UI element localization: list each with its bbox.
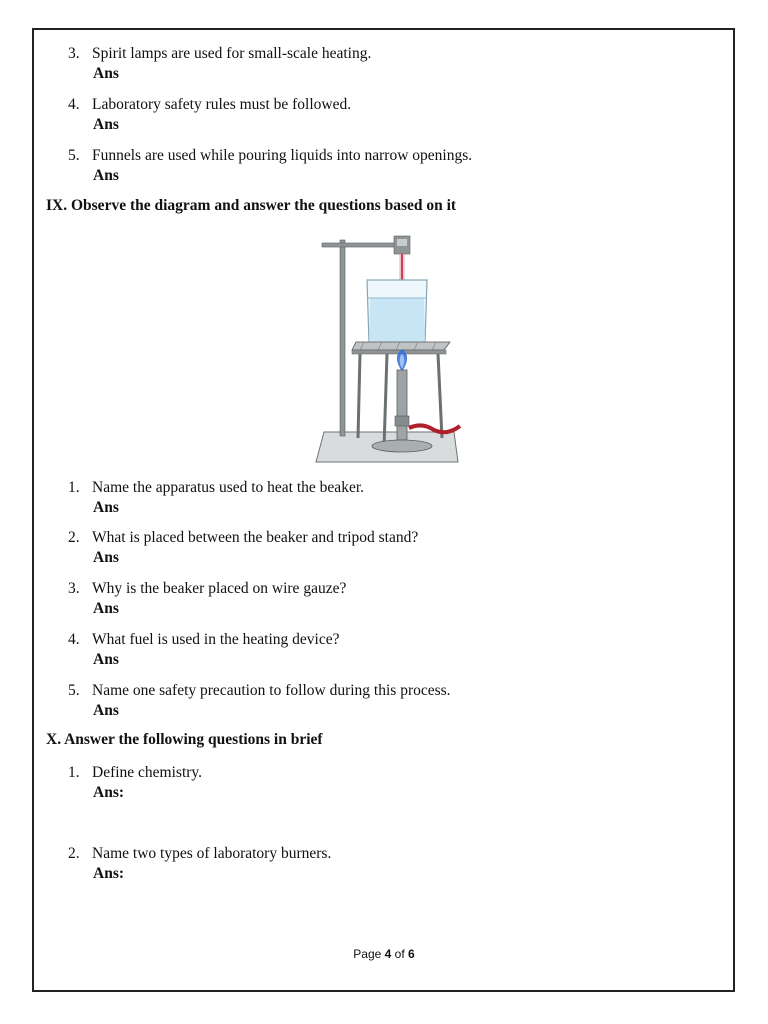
question-number: 5. [68, 147, 80, 164]
question-item [68, 630, 339, 670]
answer-label: Ans [93, 116, 119, 133]
answer-label: Ans [93, 651, 119, 668]
question-number: 3. [68, 45, 80, 62]
question-text: Name two types of laboratory burners. [92, 845, 332, 862]
question-text: Laboratory safety rules must be followed. [92, 96, 352, 113]
question-item [68, 681, 451, 721]
answer-label: Ans [93, 549, 119, 566]
question-number: 4. [68, 631, 80, 648]
question-item [68, 528, 418, 568]
footer-current-page: 4 [384, 947, 392, 961]
heating-apparatus-diagram [312, 228, 462, 466]
question-text: What is placed between the beaker and tripod stand? [92, 529, 419, 546]
question-number: 4. [68, 96, 80, 113]
answer-label: Ans [93, 65, 119, 82]
answer-label: Ans [93, 499, 119, 516]
question-text: Spirit lamps are used for small-scale heating. [92, 45, 372, 62]
question-number: 1. [68, 764, 80, 781]
section-heading: X. Answer the following questions in brief [46, 731, 323, 748]
question-item [68, 95, 351, 135]
footer-prefix: Page [353, 947, 382, 961]
question-text: Define chemistry. [92, 764, 203, 781]
question-item [68, 44, 371, 84]
answer-label: Ans: [93, 784, 125, 801]
answer-label: Ans: [93, 865, 125, 882]
question-number: 5. [68, 682, 80, 699]
question-text: Why is the beaker placed on wire gauze? [92, 580, 347, 597]
answer-label: Ans [93, 600, 119, 617]
question-text: Funnels are used while pouring liquids into narrow openings. [92, 147, 473, 164]
question-item [68, 763, 202, 803]
question-item [68, 478, 364, 518]
answer-label: Ans [93, 702, 119, 719]
section-heading: IX. Observe the diagram and answer the questions based on it [46, 197, 457, 214]
question-number: 2. [68, 529, 80, 546]
question-number: 3. [68, 580, 80, 597]
question-number: 2. [68, 845, 80, 862]
answer-label: Ans [93, 167, 119, 184]
question-item [68, 146, 472, 186]
question-text: Name one safety precaution to follow during this process. [92, 682, 451, 699]
footer-of: of [394, 947, 405, 961]
footer-total-pages: 6 [408, 947, 415, 961]
page-footer [0, 947, 768, 961]
question-text: What fuel is used in the heating device? [92, 631, 340, 648]
question-number: 1. [68, 479, 80, 496]
question-text: Name the apparatus used to heat the beaker. [92, 479, 364, 496]
question-item [68, 579, 346, 619]
question-item [68, 844, 331, 884]
